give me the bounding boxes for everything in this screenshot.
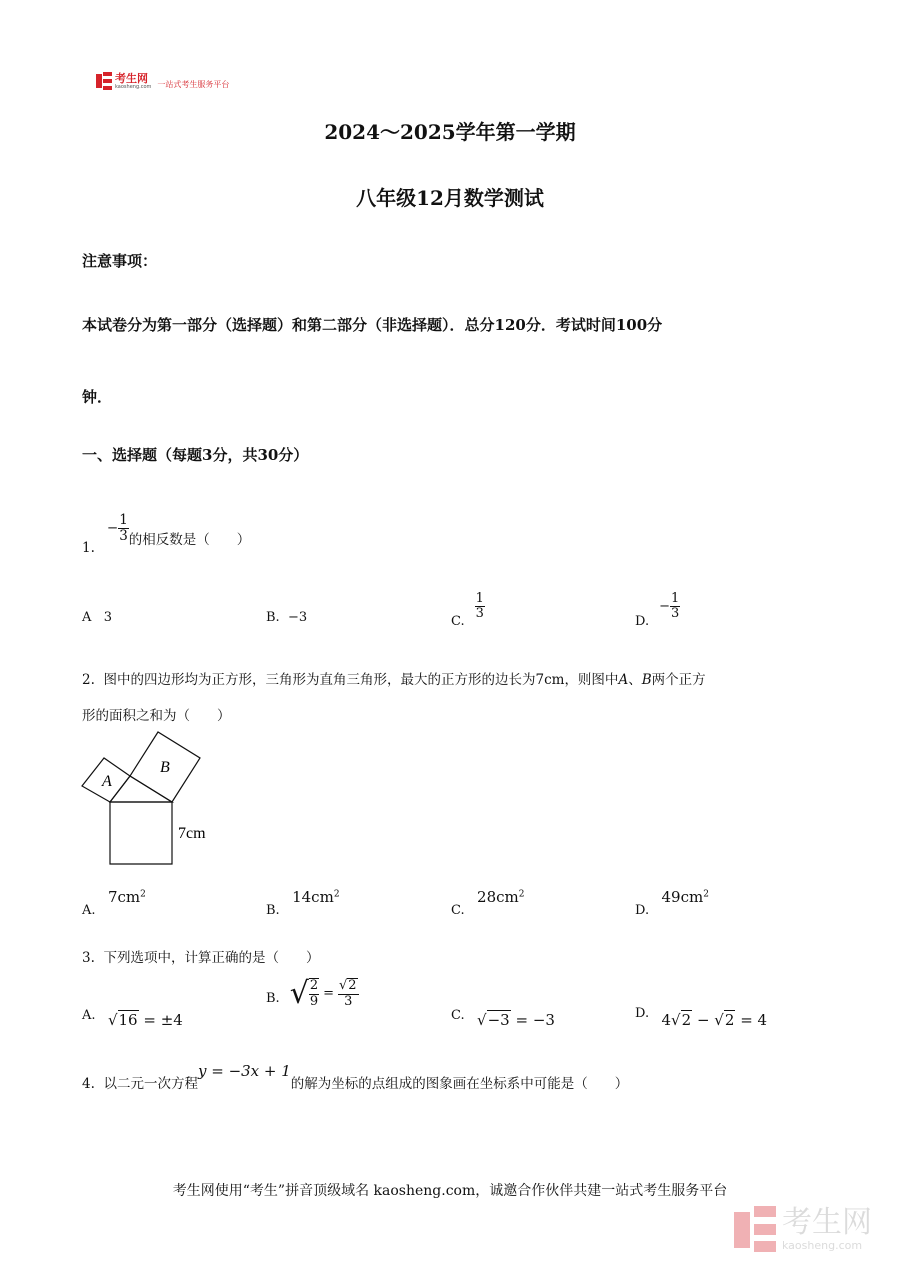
figure-side-label: 7cm [178, 825, 206, 842]
q1-option-c: C. $\frac{1}{3}$ [451, 590, 484, 629]
q3-option-d: D. 4√2 − √2 = 4 [635, 1006, 768, 1029]
logo-name: 考生网 [115, 71, 148, 85]
q3-option-c: C. √−3 = −3 [451, 1008, 555, 1029]
header-logo [96, 72, 229, 90]
q1-option-d: D. − $\frac{1}{3}$ [635, 590, 680, 629]
q1-fraction: $\frac{1}{3}$ [119, 511, 128, 544]
q4-equation: y = −3x + 1 [197, 1062, 291, 1080]
section-heading: 一、选择题（每题3分，共30分） [82, 446, 309, 464]
question-3: 3. 下列选项中，计算正确的是（ ） [82, 950, 320, 966]
figure-label-b: B [160, 759, 170, 776]
watermark-logo [734, 1206, 872, 1252]
watermark-url: kaosheng.com [782, 1238, 863, 1252]
question-2-line-2: 形的面积之和为（ ） [82, 708, 231, 724]
q1-option-b: B. −3 [266, 610, 308, 625]
question-number: 1. [82, 540, 95, 556]
question-2: 2. 图中的四边形均为正方形，三角形为直角三角形，最大的正方形的边长为7cm，则图中A、B两个正方 [82, 672, 706, 688]
page-title-exam: 八年级12月数学测试 [356, 186, 544, 210]
q2-option-b: B. $14cm^2$ [266, 888, 340, 918]
large-square [110, 802, 172, 864]
q2-figure [78, 728, 238, 868]
q2-option-d: D. $49cm^2$ [635, 888, 709, 918]
q2-option-a: A. $7cm^2$ [82, 888, 146, 918]
q1-text: 的相反数是（ ） [128, 532, 251, 548]
figure-label-a: A [102, 773, 112, 790]
logo-icon [96, 72, 112, 90]
watermark-icon [734, 1206, 776, 1252]
footer-text: 考生网使用“考生”拼音顶级域名 kaosheng.com，诚邀合作伙伴共建一站式考生服务平台 [172, 1183, 728, 1199]
watermark-name: 考生网 [782, 1204, 872, 1240]
q3-option-b: B. √ $\frac{2}{9}$ = $\frac{√2}{3}$ [266, 976, 357, 1011]
q1-option-a: A 3 [82, 610, 113, 625]
question-1 [82, 500, 250, 556]
q3-option-a: A. √16 = ±4 [82, 1008, 183, 1029]
q1-minus: − [106, 520, 119, 536]
q2-option-c: C. $28cm^2$ [451, 888, 525, 918]
notice-line-2: 钟． [82, 388, 113, 406]
logo-slogan: 一站式考生服务平台 [157, 79, 230, 89]
notice-heading: 注意事项： [82, 252, 158, 270]
notice-line-1: 本试卷分为第一部分（选择题）和第二部分（非选择题）．总分120分．考试时间100分 [82, 316, 663, 334]
page-title-term: 2024～2025学年第一学期 [324, 120, 576, 144]
logo-url: kaosheng.com [115, 83, 152, 90]
question-4: 4. 以二元一次方程y = −3x + 1的解为坐标的点组成的图象画在坐标系中可能是（ ） [82, 1062, 629, 1092]
